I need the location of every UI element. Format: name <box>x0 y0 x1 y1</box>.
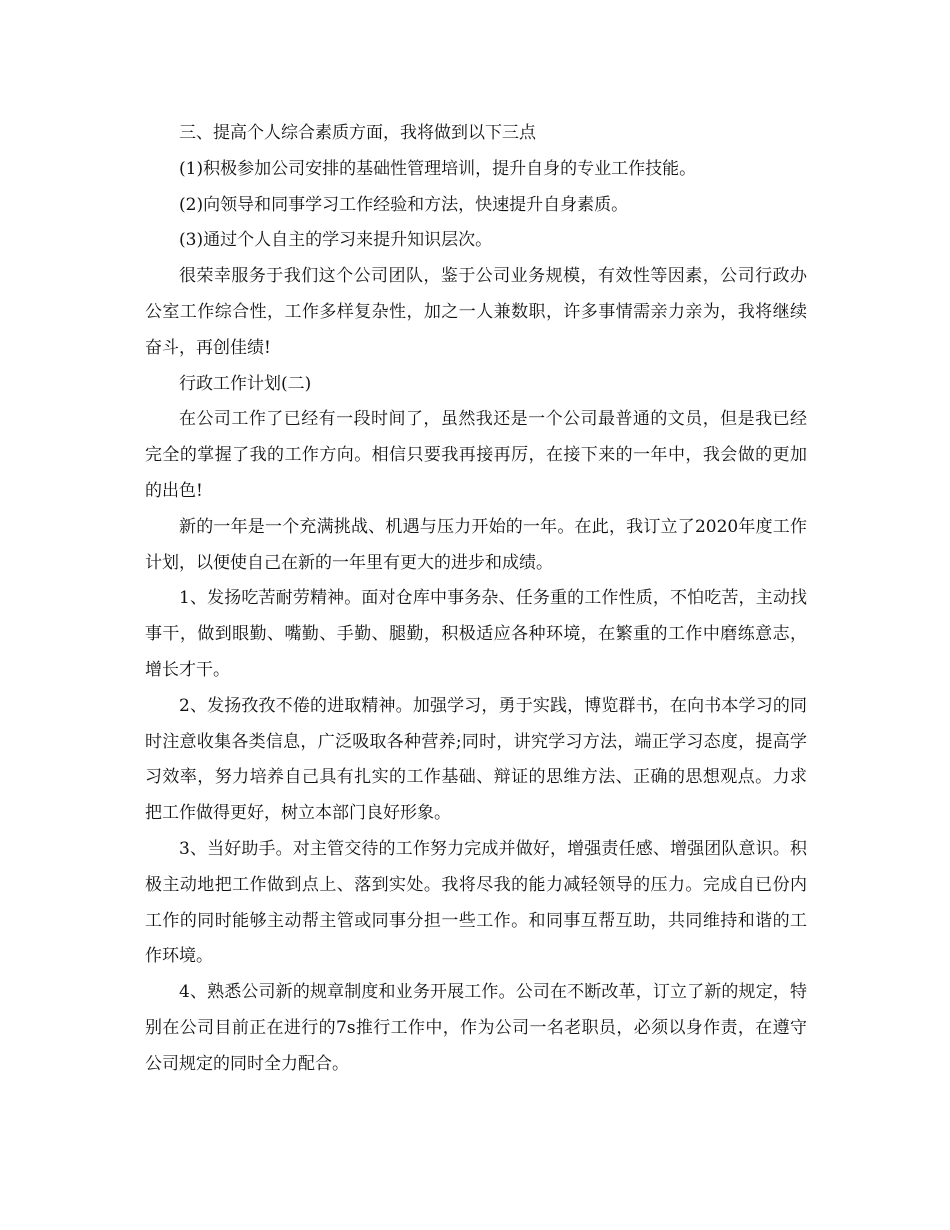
point-2-paragraph: 2、发扬孜孜不倦的进取精神。加强学习，勇于实践，博览群书，在向书本学习的同时注意收集各类信息，广泛吸取各种营养;同时，讲究学习方法，端正学习态度，提高学习效率，努力培养自己具有扎实的工作基础、辩证的思维方法、正确的思想观点。力求把工作做得更好，树立本部门良好形象。 <box>145 695 807 824</box>
list-item-2: (2)向领导和同事学习工作经验和方法，快速提升自身素质。 <box>179 194 629 215</box>
document-body <box>145 116 807 1083</box>
closing-paragraph: 很荣幸服务于我们这个公司团队，鉴于公司业务规模，有效性等因素，公司行政办公室工作综合性，工作多样复杂性，加之一人兼数职，许多事情需亲力亲为，我将继续奋斗，再创佳绩! <box>145 266 807 358</box>
point-3-paragraph: 3、当好助手。对主管交待的工作努力完成并做好，增强责任感、增强团队意识。积极主动地把工作做到点上、落到实处。我将尽我的能力减轻领导的压力。完成自已份内工作的同时能够主动帮主管或同事分担一些工作。和同事互帮互助，共同维持和谐的工作环境。 <box>145 838 807 967</box>
intro-paragraph: 在公司工作了已经有一段时间了，虽然我还是一个公司最普通的文员，但是我已经完全的掌握了我的工作方向。相信只要我再接再厉，在接下来的一年中，我会做的更加的出色! <box>145 409 807 501</box>
section-three-heading: 三、提高个人综合素质方面，我将做到以下三点 <box>179 123 536 143</box>
list-item-3: (3)通过个人自主的学习来提升知识层次。 <box>179 230 493 251</box>
plan-two-title: 行政工作计划(二) <box>179 373 312 394</box>
list-item-1: (1)积极参加公司安排的基础性管理培训，提升自身的专业工作技能。 <box>179 158 697 179</box>
new-year-paragraph: 新的一年是一个充满挑战、机遇与压力开始的一年。在此，我订立了2020年度工作计划，以便使自己在新的一年里有更大的进步和成绩。 <box>145 516 807 573</box>
point-1-paragraph: 1、发扬吃苦耐劳精神。面对仓库中事务杂、任务重的工作性质，不怕吃苦，主动找事干，做到眼勤、嘴勤、手勤、腿勤，积极适应各种环境，在繁重的工作中磨练意志，增长才干。 <box>145 588 807 680</box>
point-4-paragraph: 4、熟悉公司新的规章制度和业务开展工作。公司在不断改革，订立了新的规定，特别在公司目前正在进行的7s推行工作中，作为公司一名老职员，必须以身作责，在遵守公司规定的同时全力配合。 <box>145 982 807 1074</box>
